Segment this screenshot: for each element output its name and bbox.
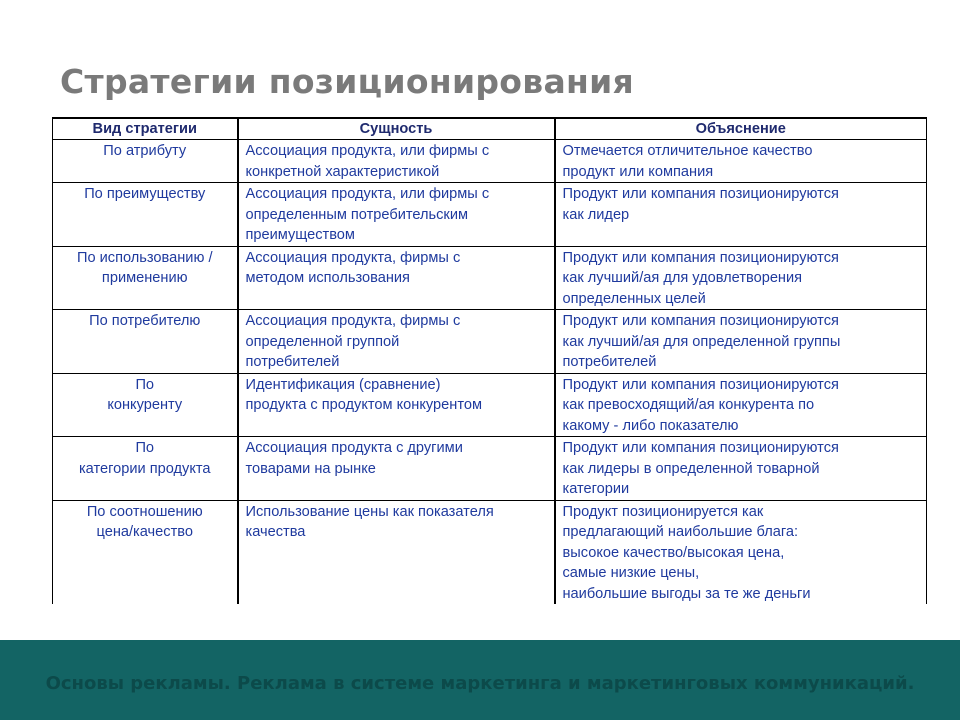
slide-title: Стратегии позиционирования (60, 62, 635, 101)
essence-cell: Ассоциация продукта, фирмы с определенной группой потребителей (238, 310, 555, 374)
table-row (53, 246, 927, 310)
strategy-type-cell: По потребителю (53, 310, 238, 374)
explanation-cell: Продукт или компания позиционируются как лучший/ая для удовлетворения определенных целей (555, 246, 927, 310)
strategy-type-cell: По атрибуту (53, 140, 238, 183)
footer-bar (0, 640, 960, 720)
explanation-cell: Продукт позиционируется как предлагающий наибольшие блага: высокое качество/высокая цена, самые низкие цены, наибольшие выгоды за те же деньги (555, 500, 927, 604)
table-row (53, 437, 927, 501)
essence-cell: Ассоциация продукта, или фирмы с конкретной характеристикой (238, 140, 555, 183)
essence-cell: Идентификация (сравнение) продукта с продуктом конкурентом (238, 373, 555, 437)
explanation-cell: Продукт или компания позиционируются как превосходящий/ая конкурента по какому - либо показателю (555, 373, 927, 437)
header-strategy-type: Вид стратегии (53, 118, 238, 140)
table-row (53, 310, 927, 374)
footer-text: Основы рекламы. Реклама в системе маркетинга и маркетинговых коммуникаций. (45, 673, 915, 694)
strategy-type-cell: По преимуществу (53, 183, 238, 247)
explanation-cell: Продукт или компания позиционируются как лидеры в определенной товарной категории (555, 437, 927, 501)
table-row (53, 183, 927, 247)
essence-cell: Ассоциация продукта, фирмы с методом использования (238, 246, 555, 310)
table-row (53, 500, 927, 604)
strategy-type-cell: По конкуренту (53, 373, 238, 437)
explanation-cell: Продукт или компания позиционируются как лучший/ая для определенной группы потребителей (555, 310, 927, 374)
explanation-cell: Продукт или компания позиционируются как лидер (555, 183, 927, 247)
strategy-type-cell: По категории продукта (53, 437, 238, 501)
essence-cell: Использование цены как показателя качества (238, 500, 555, 604)
positioning-strategies-table (52, 117, 927, 604)
header-explanation: Объяснение (555, 118, 927, 140)
essence-cell: Ассоциация продукта с другими товарами на рынке (238, 437, 555, 501)
table-header-row (53, 118, 927, 140)
table-row (53, 373, 927, 437)
strategy-type-cell: По соотношению цена/качество (53, 500, 238, 604)
essence-cell: Ассоциация продукта, или фирмы с определенным потребительским преимуществом (238, 183, 555, 247)
explanation-cell: Отмечается отличительное качество продукт или компания (555, 140, 927, 183)
strategy-type-cell: По использованию / применению (53, 246, 238, 310)
header-essence: Сущность (238, 118, 555, 140)
table-row (53, 140, 927, 183)
